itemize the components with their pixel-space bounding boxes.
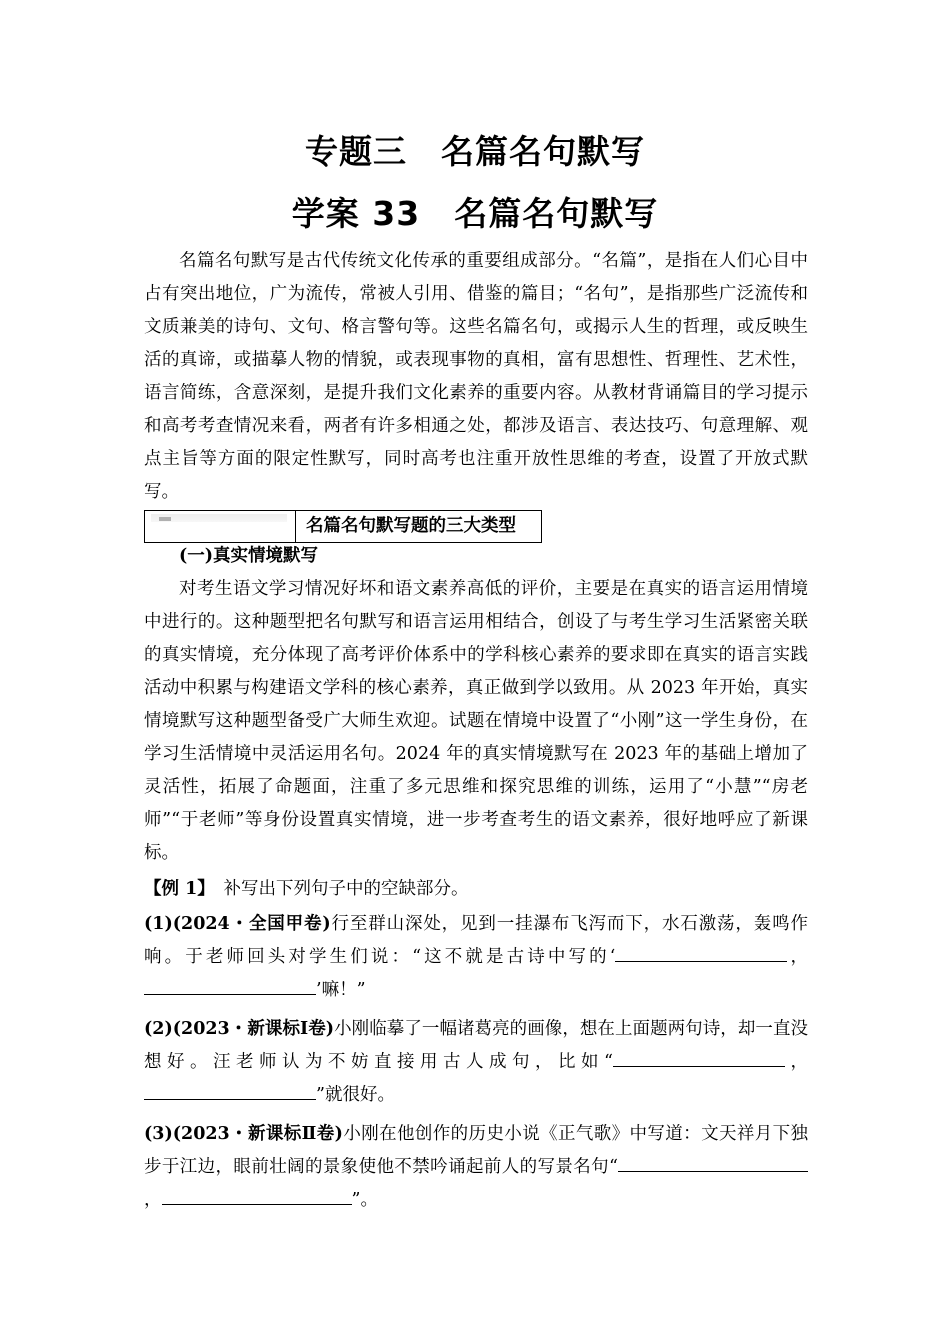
question-2 [144, 1013, 808, 1112]
section1-body: 对考生语文学习情况好坏和语文素养高低的评价，主要是在真实的语言运用情境中进行的。这种题型把名句默写和语言运用相结合，创设了与考生学习生活紧密关联的真实情境，充分体现了高考评价体系中的学科核心素养的要求即在真实的语言实践活动中积累与构建语文学科的核心素养，真正做到学以致用。从 2023 年开始，真实情境默写这种题型备受广大师生欢迎。试题在情境中设置了“小刚”这一学生身份，在学习生活情境中灵活运用名句。2024 年的真实情境默写在 2023 年的基础上增加了灵活性，拓展了命题面，注重了多元思维和探究思维的训练，运用了“小慧”“房老师”“于老师”等身份设置真实情境，进一步考查考生的语文素养，很好地呼应了新课标。 [144, 579, 808, 863]
section1-heading: (一)真实情境默写 [179, 546, 319, 566]
question-1 [144, 908, 808, 1007]
question-3 [144, 1118, 808, 1217]
intro-section [144, 245, 808, 509]
question-source: (2023・新课标Ⅰ卷) [172, 1019, 335, 1039]
example-instruction: 补写出下列句子中的空缺部分。 [206, 879, 469, 899]
topic-title: 专题三 名篇名句默写 [305, 132, 645, 171]
answer-blank[interactable] [162, 1187, 352, 1206]
question-text: 行至群山深处，见到一挂瀑布飞泻而下，水石激荡，轰鸣作响。于老师回头对学生们说：“这不就是古诗中写的‘ [144, 914, 808, 967]
types-table-image-cell [145, 511, 296, 542]
section-banner-image [151, 514, 287, 522]
answer-blank[interactable] [144, 1082, 316, 1101]
question-source: (2024・全国甲卷) [172, 914, 331, 934]
lesson-title: 学案 33 名篇名句默写 [291, 194, 659, 233]
answer-blank[interactable] [144, 977, 316, 996]
question-source: (2023・新课标Ⅱ卷) [172, 1124, 343, 1144]
example-label: 【例 1】 [144, 879, 207, 899]
example-heading [144, 873, 469, 906]
question-comma: ， [144, 1190, 162, 1210]
intro-paragraph: 名篇名句默写是古代传统文化传承的重要组成部分。“名篇”，是指在人们心目中占有突出地位，广为流传，常被人引用、借鉴的篇目；“名句”，是指那些广泛流传和文质兼美的诗句、文句、格言警句等。这些名篇名句，或揭示人生的哲理，或反映生活的真谛，或描摹人物的情貌，或表现事物的真相，富有思想性、哲理性、艺术性，语言简练，含意深刻，是提升我们文化素养的重要内容。从教材背诵篇目的学习提示和高考考查情况来看，两者有许多相通之处，都涉及语言、表达技巧、句意理解、观点主旨等方面的限定性默写，同时高考也注重开放性思维的考查，设置了开放式默写。 [144, 251, 808, 502]
question-number: (3) [144, 1124, 173, 1144]
section1-body-block [144, 573, 808, 870]
question-text-end: ”。 [351, 1190, 378, 1210]
banner-mark-icon [159, 517, 171, 521]
question-text-end: ”就很好。 [316, 1085, 395, 1105]
question-number: (1) [144, 914, 173, 934]
question-text: 小刚在他创作的历史小说《正气歌》中写道：文天祥月下独步于江边，眼前壮阔的景象使他不禁吟诵起前人的写景名句“ [144, 1124, 808, 1177]
answer-blank[interactable] [613, 1049, 785, 1068]
question-comma: ， [787, 947, 808, 967]
question-number: (2) [144, 1019, 173, 1039]
types-table [144, 510, 542, 543]
question-text: 小刚临摹了一幅诸葛亮的画像，想在上面题两句诗，却一直没想好。汪老师认为不妨直接用古人成句，比如“ [144, 1019, 809, 1072]
answer-blank[interactable] [618, 1154, 808, 1173]
answer-blank[interactable] [615, 944, 787, 963]
types-table-heading: 名篇名句默写题的三大类型 [306, 516, 516, 536]
question-comma: ， [785, 1052, 809, 1072]
question-text-end: ’嘛！” [316, 980, 366, 1000]
